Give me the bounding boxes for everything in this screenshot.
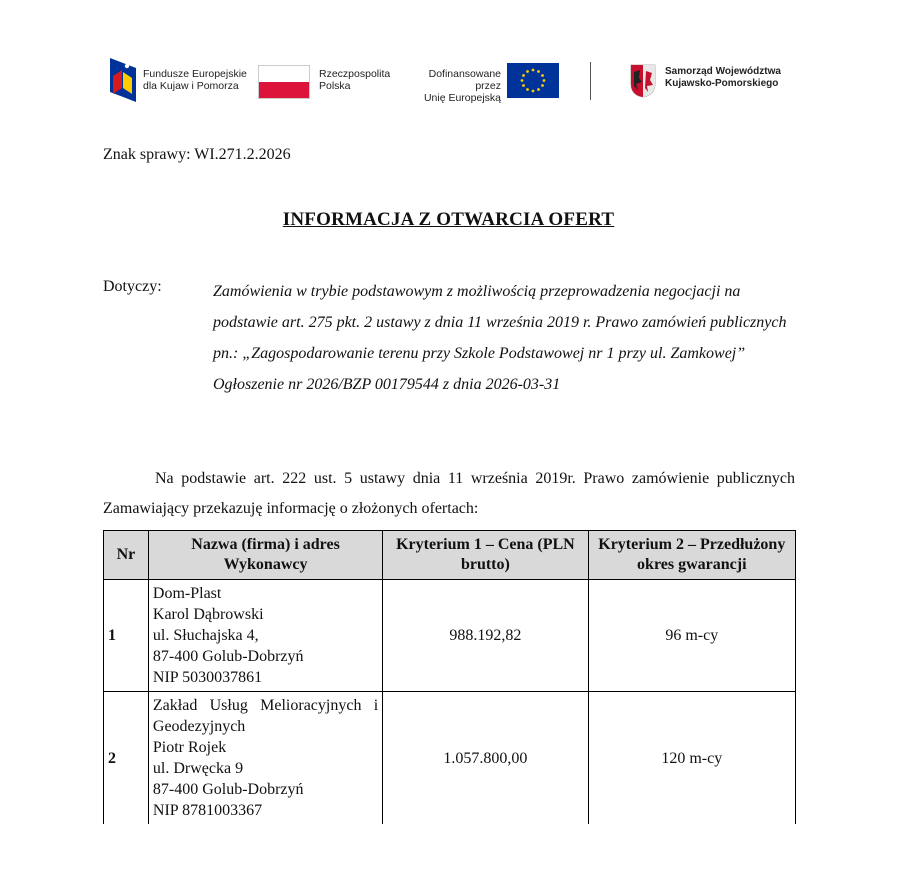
dotyczy-text: Zamówienia w trybie podstawowym z możliwością przeprowadzenia negocjacji na podstawie art. 275 pkt. 2 ustawy z dnia 11 września 2019 r. Prawo zamówień publicznych pn.: „Zagospodarowanie terenu przy Szkole Podstawowej nr 1 przy ul. Zamkowej” xyxy=(213,283,787,362)
case-number: Znak sprawy: WI.271.2.2026 xyxy=(103,146,291,163)
kujawsko-pomorskie-crest-icon xyxy=(630,64,656,98)
table-header-row xyxy=(104,531,796,580)
address-line: Dom-Plast xyxy=(152,585,222,602)
polish-flag-icon xyxy=(258,65,310,99)
address-line: ul. Drwęcka 9 xyxy=(152,760,244,777)
table-row xyxy=(104,692,796,825)
header-logos xyxy=(0,0,897,130)
cell-price: 988.192,82 xyxy=(383,580,588,692)
cell-price: 1.057.800,00 xyxy=(383,692,588,825)
samorzad-logo-text: Samorząd Województwa Kujawsko-Pomorskiego xyxy=(665,66,781,89)
address-line: NIP 8781003367 xyxy=(152,802,263,819)
header-crit1: Kryterium 1 – Cena (PLN brutto) xyxy=(383,531,588,580)
logo-divider xyxy=(590,62,591,100)
ue-logo-text: Dofinansowane przez Unię Europejską xyxy=(423,68,501,104)
address-line: 87-400 Golub-Dobrzyń xyxy=(152,648,304,665)
eu-flag-icon xyxy=(507,63,559,98)
cell-address xyxy=(148,580,382,692)
cell-nr: 1 xyxy=(104,580,149,692)
table-row xyxy=(104,580,796,692)
cell-warranty: 96 m-cy xyxy=(588,580,795,692)
header-name: Nazwa (firma) i adres Wykonawcy xyxy=(148,531,382,580)
fe-logo-text: Fundusze Europejskie dla Kujaw i Pomorza xyxy=(143,68,247,92)
cell-warranty: 120 m-cy xyxy=(588,692,795,825)
fundusze-europejskie-logo-icon xyxy=(110,58,136,102)
page-title: INFORMACJA Z OTWARCIA OFERT xyxy=(282,209,615,230)
dotyczy-section xyxy=(213,276,798,400)
address-line: 87-400 Golub-Dobrzyń xyxy=(152,781,304,798)
address-line: Karol Dąbrowski xyxy=(152,606,264,623)
header-crit2: Kryterium 2 – Przedłużony okres gwarancji xyxy=(588,531,795,580)
address-line: Zakład Usług Melioracyjnych i Geodezyjnych xyxy=(152,697,379,735)
rp-logo-text: Rzeczpospolita Polska xyxy=(319,68,391,92)
header-nr: Nr xyxy=(104,531,149,580)
cell-nr: 2 xyxy=(104,692,149,825)
address-line: NIP 5030037861 xyxy=(152,669,263,686)
offers-table xyxy=(103,530,796,824)
dotyczy-label: Dotyczy: xyxy=(103,278,162,295)
address-line: ul. Słuchajska 4, xyxy=(152,627,259,644)
cell-address xyxy=(148,692,382,825)
intro-paragraph: Na podstawie art. 222 ust. 5 ustawy dnia 11 września 2019r. Prawo zamówienie publicznych Zamawiający przekazuję informację o złożonych ofertach: xyxy=(103,470,795,517)
announcement-text: Ogłoszenie nr 2026/BZP 00179544 z dnia 2026-03-31 xyxy=(213,376,561,393)
address-line: Piotr Rojek xyxy=(152,739,227,756)
